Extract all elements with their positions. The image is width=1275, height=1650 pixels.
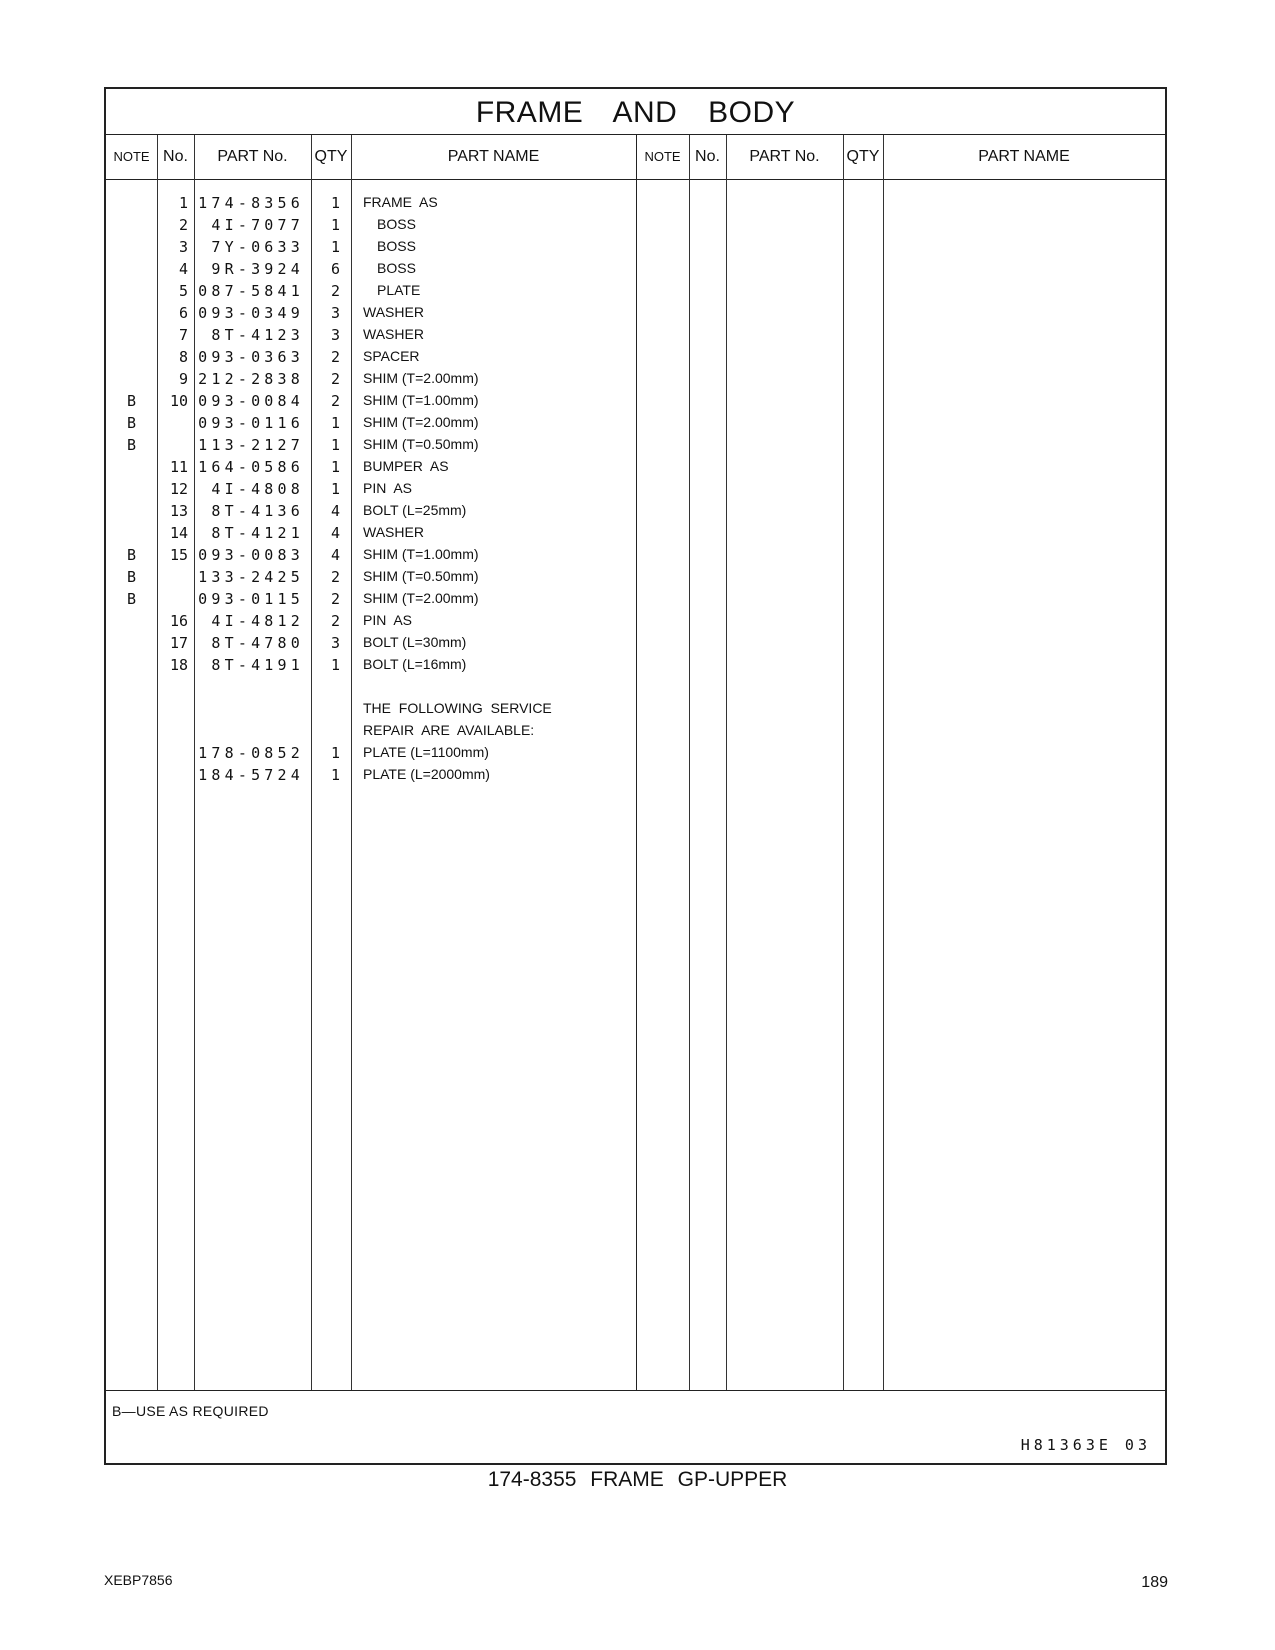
table-row bbox=[106, 258, 686, 280]
part-number-cell: 212-2838 bbox=[198, 370, 304, 388]
header-note-left: NOTE bbox=[113, 149, 150, 164]
part-name-cell: SHIM (T=1.00mm) bbox=[363, 546, 479, 562]
part-number-cell: 8T-4191 bbox=[211, 656, 304, 674]
header-part-name-right: PART NAME bbox=[978, 148, 1070, 165]
part-name-cell: SHIM (T=0.50mm) bbox=[363, 436, 479, 452]
quantity-cell: 1 bbox=[330, 194, 340, 212]
quantity-cell: 3 bbox=[330, 304, 340, 322]
part-name-cell: SHIM (T=2.00mm) bbox=[363, 370, 479, 386]
table-row bbox=[106, 764, 686, 786]
item-number-cell: 8 bbox=[178, 348, 188, 366]
quantity-cell: 2 bbox=[330, 348, 340, 366]
part-name-cell: SPACER bbox=[363, 348, 420, 364]
part-name-cell: WASHER bbox=[363, 524, 424, 540]
table-row bbox=[106, 192, 686, 214]
table-row bbox=[106, 412, 686, 434]
item-number-cell: 12 bbox=[169, 480, 188, 498]
quantity-cell: 2 bbox=[330, 568, 340, 586]
part-number-cell: 8T-4121 bbox=[211, 524, 304, 542]
document-id: XEBP7856 bbox=[104, 1572, 173, 1588]
header-no-right: No. bbox=[695, 148, 720, 165]
table-row bbox=[106, 346, 686, 368]
part-name-cell: BOSS bbox=[377, 260, 416, 276]
table-row bbox=[106, 214, 686, 236]
table-row bbox=[106, 742, 686, 764]
part-name-cell: PLATE bbox=[377, 282, 421, 298]
quantity-cell: 1 bbox=[330, 480, 340, 498]
group-title: 174-8355 FRAME GP-UPPER bbox=[487, 1468, 788, 1491]
table-row bbox=[106, 588, 686, 610]
item-number-cell: 13 bbox=[169, 502, 188, 520]
part-name-cell: PLATE (L=1100mm) bbox=[363, 744, 489, 760]
quantity-cell: 3 bbox=[330, 326, 340, 344]
part-name-cell: SHIM (T=2.00mm) bbox=[363, 414, 479, 430]
part-name-cell: BUMPER AS bbox=[363, 458, 449, 474]
note-cell: B bbox=[126, 568, 137, 586]
header-qty-left: QTY bbox=[314, 148, 348, 165]
part-name-cell: FRAME AS bbox=[363, 194, 438, 210]
item-number-cell: 10 bbox=[169, 392, 188, 410]
part-number-cell: 4I-7077 bbox=[211, 216, 304, 234]
quantity-cell: 2 bbox=[330, 590, 340, 608]
column-divider bbox=[689, 135, 690, 1390]
part-name-cell: THE FOLLOWING SERVICE bbox=[363, 700, 552, 716]
header-part-name-left: PART NAME bbox=[447, 148, 540, 165]
part-number-cell: 178-0852 bbox=[198, 744, 304, 762]
part-name-cell: PIN AS bbox=[363, 612, 413, 628]
quantity-cell: 3 bbox=[330, 634, 340, 652]
table-row bbox=[106, 456, 686, 478]
table-row bbox=[106, 632, 686, 654]
part-name-cell: REPAIR ARE AVAILABLE: bbox=[363, 722, 535, 738]
part-name-cell: BOLT (L=25mm) bbox=[363, 502, 467, 518]
quantity-cell: 4 bbox=[330, 546, 340, 564]
footnote: B—USE AS REQUIRED bbox=[112, 1403, 269, 1419]
quantity-cell: 1 bbox=[330, 656, 340, 674]
section-title: FRAME AND BODY bbox=[106, 89, 1165, 135]
table-footer bbox=[106, 1390, 1165, 1465]
item-number-cell: 18 bbox=[169, 656, 188, 674]
table-row bbox=[106, 280, 686, 302]
part-number-cell: 184-5724 bbox=[198, 766, 304, 784]
part-number-cell: 093-0084 bbox=[198, 392, 304, 410]
part-number-cell: 8T-4136 bbox=[211, 502, 304, 520]
part-number-cell: 8T-4780 bbox=[211, 634, 304, 652]
quantity-cell: 1 bbox=[330, 766, 340, 784]
header-qty-right: QTY bbox=[846, 148, 880, 165]
column-divider bbox=[883, 135, 884, 1390]
quantity-cell: 1 bbox=[330, 436, 340, 454]
quantity-cell: 2 bbox=[330, 370, 340, 388]
part-number-cell: 4I-4808 bbox=[211, 480, 304, 498]
part-name-cell: WASHER bbox=[363, 326, 424, 342]
parts-list-frame bbox=[104, 87, 1167, 1465]
part-name-cell: WASHER bbox=[363, 304, 424, 320]
header-part-no-right: PART No. bbox=[749, 148, 820, 165]
item-number-cell: 6 bbox=[178, 304, 188, 322]
quantity-cell: 4 bbox=[330, 524, 340, 542]
part-name-cell: PLATE (L=2000mm) bbox=[363, 766, 490, 782]
quantity-cell: 1 bbox=[330, 216, 340, 234]
part-number-cell: 093-0349 bbox=[198, 304, 304, 322]
part-number-cell: 087-5841 bbox=[198, 282, 304, 300]
note-cell: B bbox=[126, 590, 137, 608]
item-number-cell: 9 bbox=[178, 370, 188, 388]
table-row bbox=[106, 566, 686, 588]
part-number-cell: 9R-3924 bbox=[211, 260, 304, 278]
table-row bbox=[106, 720, 686, 742]
quantity-cell: 1 bbox=[330, 458, 340, 476]
table-row bbox=[106, 434, 686, 456]
part-number-cell: 7Y-0633 bbox=[211, 238, 304, 256]
table-row bbox=[106, 368, 686, 390]
table-row bbox=[106, 698, 686, 720]
note-cell: B bbox=[126, 414, 137, 432]
part-number-cell: 113-2127 bbox=[198, 436, 304, 454]
item-number-cell: 2 bbox=[178, 216, 188, 234]
item-number-cell: 3 bbox=[178, 238, 188, 256]
item-number-cell: 11 bbox=[169, 458, 188, 476]
table-row bbox=[106, 236, 686, 258]
table-row bbox=[106, 302, 686, 324]
quantity-cell: 2 bbox=[330, 612, 340, 630]
part-name-cell: BOSS bbox=[377, 238, 416, 254]
quantity-cell: 1 bbox=[330, 744, 340, 762]
table-row bbox=[106, 324, 686, 346]
quantity-cell: 4 bbox=[330, 502, 340, 520]
part-number-cell: 133-2425 bbox=[198, 568, 304, 586]
item-number-cell: 7 bbox=[178, 326, 188, 344]
part-number-cell: 093-0083 bbox=[198, 546, 304, 564]
note-cell: B bbox=[126, 436, 137, 454]
column-divider bbox=[726, 135, 727, 1390]
item-number-cell: 5 bbox=[178, 282, 188, 300]
part-name-cell: SHIM (T=0.50mm) bbox=[363, 568, 479, 584]
quantity-cell: 6 bbox=[330, 260, 340, 278]
part-name-cell: PIN AS bbox=[363, 480, 413, 496]
table-row bbox=[106, 500, 686, 522]
table-row bbox=[106, 390, 686, 412]
header-part-no-left: PART No. bbox=[217, 148, 288, 165]
part-number-cell: 8T-4123 bbox=[211, 326, 304, 344]
table-row bbox=[106, 544, 686, 566]
item-number-cell: 1 bbox=[178, 194, 188, 212]
header-note-right: NOTE bbox=[644, 149, 681, 164]
table-row bbox=[106, 610, 686, 632]
part-name-cell: SHIM (T=2.00mm) bbox=[363, 590, 479, 606]
part-name-cell: SHIM (T=1.00mm) bbox=[363, 392, 479, 408]
item-number-cell: 15 bbox=[169, 546, 188, 564]
illustration-code: H81363E 03 bbox=[1020, 1436, 1151, 1454]
item-number-cell: 4 bbox=[178, 260, 188, 278]
note-cell: B bbox=[126, 546, 137, 564]
item-number-cell: 16 bbox=[169, 612, 188, 630]
part-name-cell: BOSS bbox=[377, 216, 416, 232]
quantity-cell: 2 bbox=[330, 282, 340, 300]
quantity-cell: 1 bbox=[330, 238, 340, 256]
part-number-cell: 093-0363 bbox=[198, 348, 304, 366]
note-cell: B bbox=[126, 392, 137, 410]
table-row bbox=[106, 676, 686, 698]
table-row bbox=[106, 478, 686, 500]
part-number-cell: 093-0115 bbox=[198, 590, 304, 608]
item-number-cell: 17 bbox=[169, 634, 188, 652]
part-number-cell: 164-0586 bbox=[198, 458, 304, 476]
column-divider bbox=[843, 135, 844, 1390]
part-name-cell: BOLT (L=16mm) bbox=[363, 656, 467, 672]
part-number-cell: 4I-4812 bbox=[211, 612, 304, 630]
header-no-left: No. bbox=[163, 148, 188, 165]
part-name-cell: BOLT (L=30mm) bbox=[363, 634, 467, 650]
part-number-cell: 093-0116 bbox=[198, 414, 304, 432]
quantity-cell: 2 bbox=[330, 392, 340, 410]
part-number-cell: 174-8356 bbox=[198, 194, 304, 212]
table-row bbox=[106, 654, 686, 676]
item-number-cell: 14 bbox=[169, 524, 188, 542]
page-number: 189 bbox=[1141, 1574, 1168, 1591]
table-row bbox=[106, 522, 686, 544]
quantity-cell: 1 bbox=[330, 414, 340, 432]
